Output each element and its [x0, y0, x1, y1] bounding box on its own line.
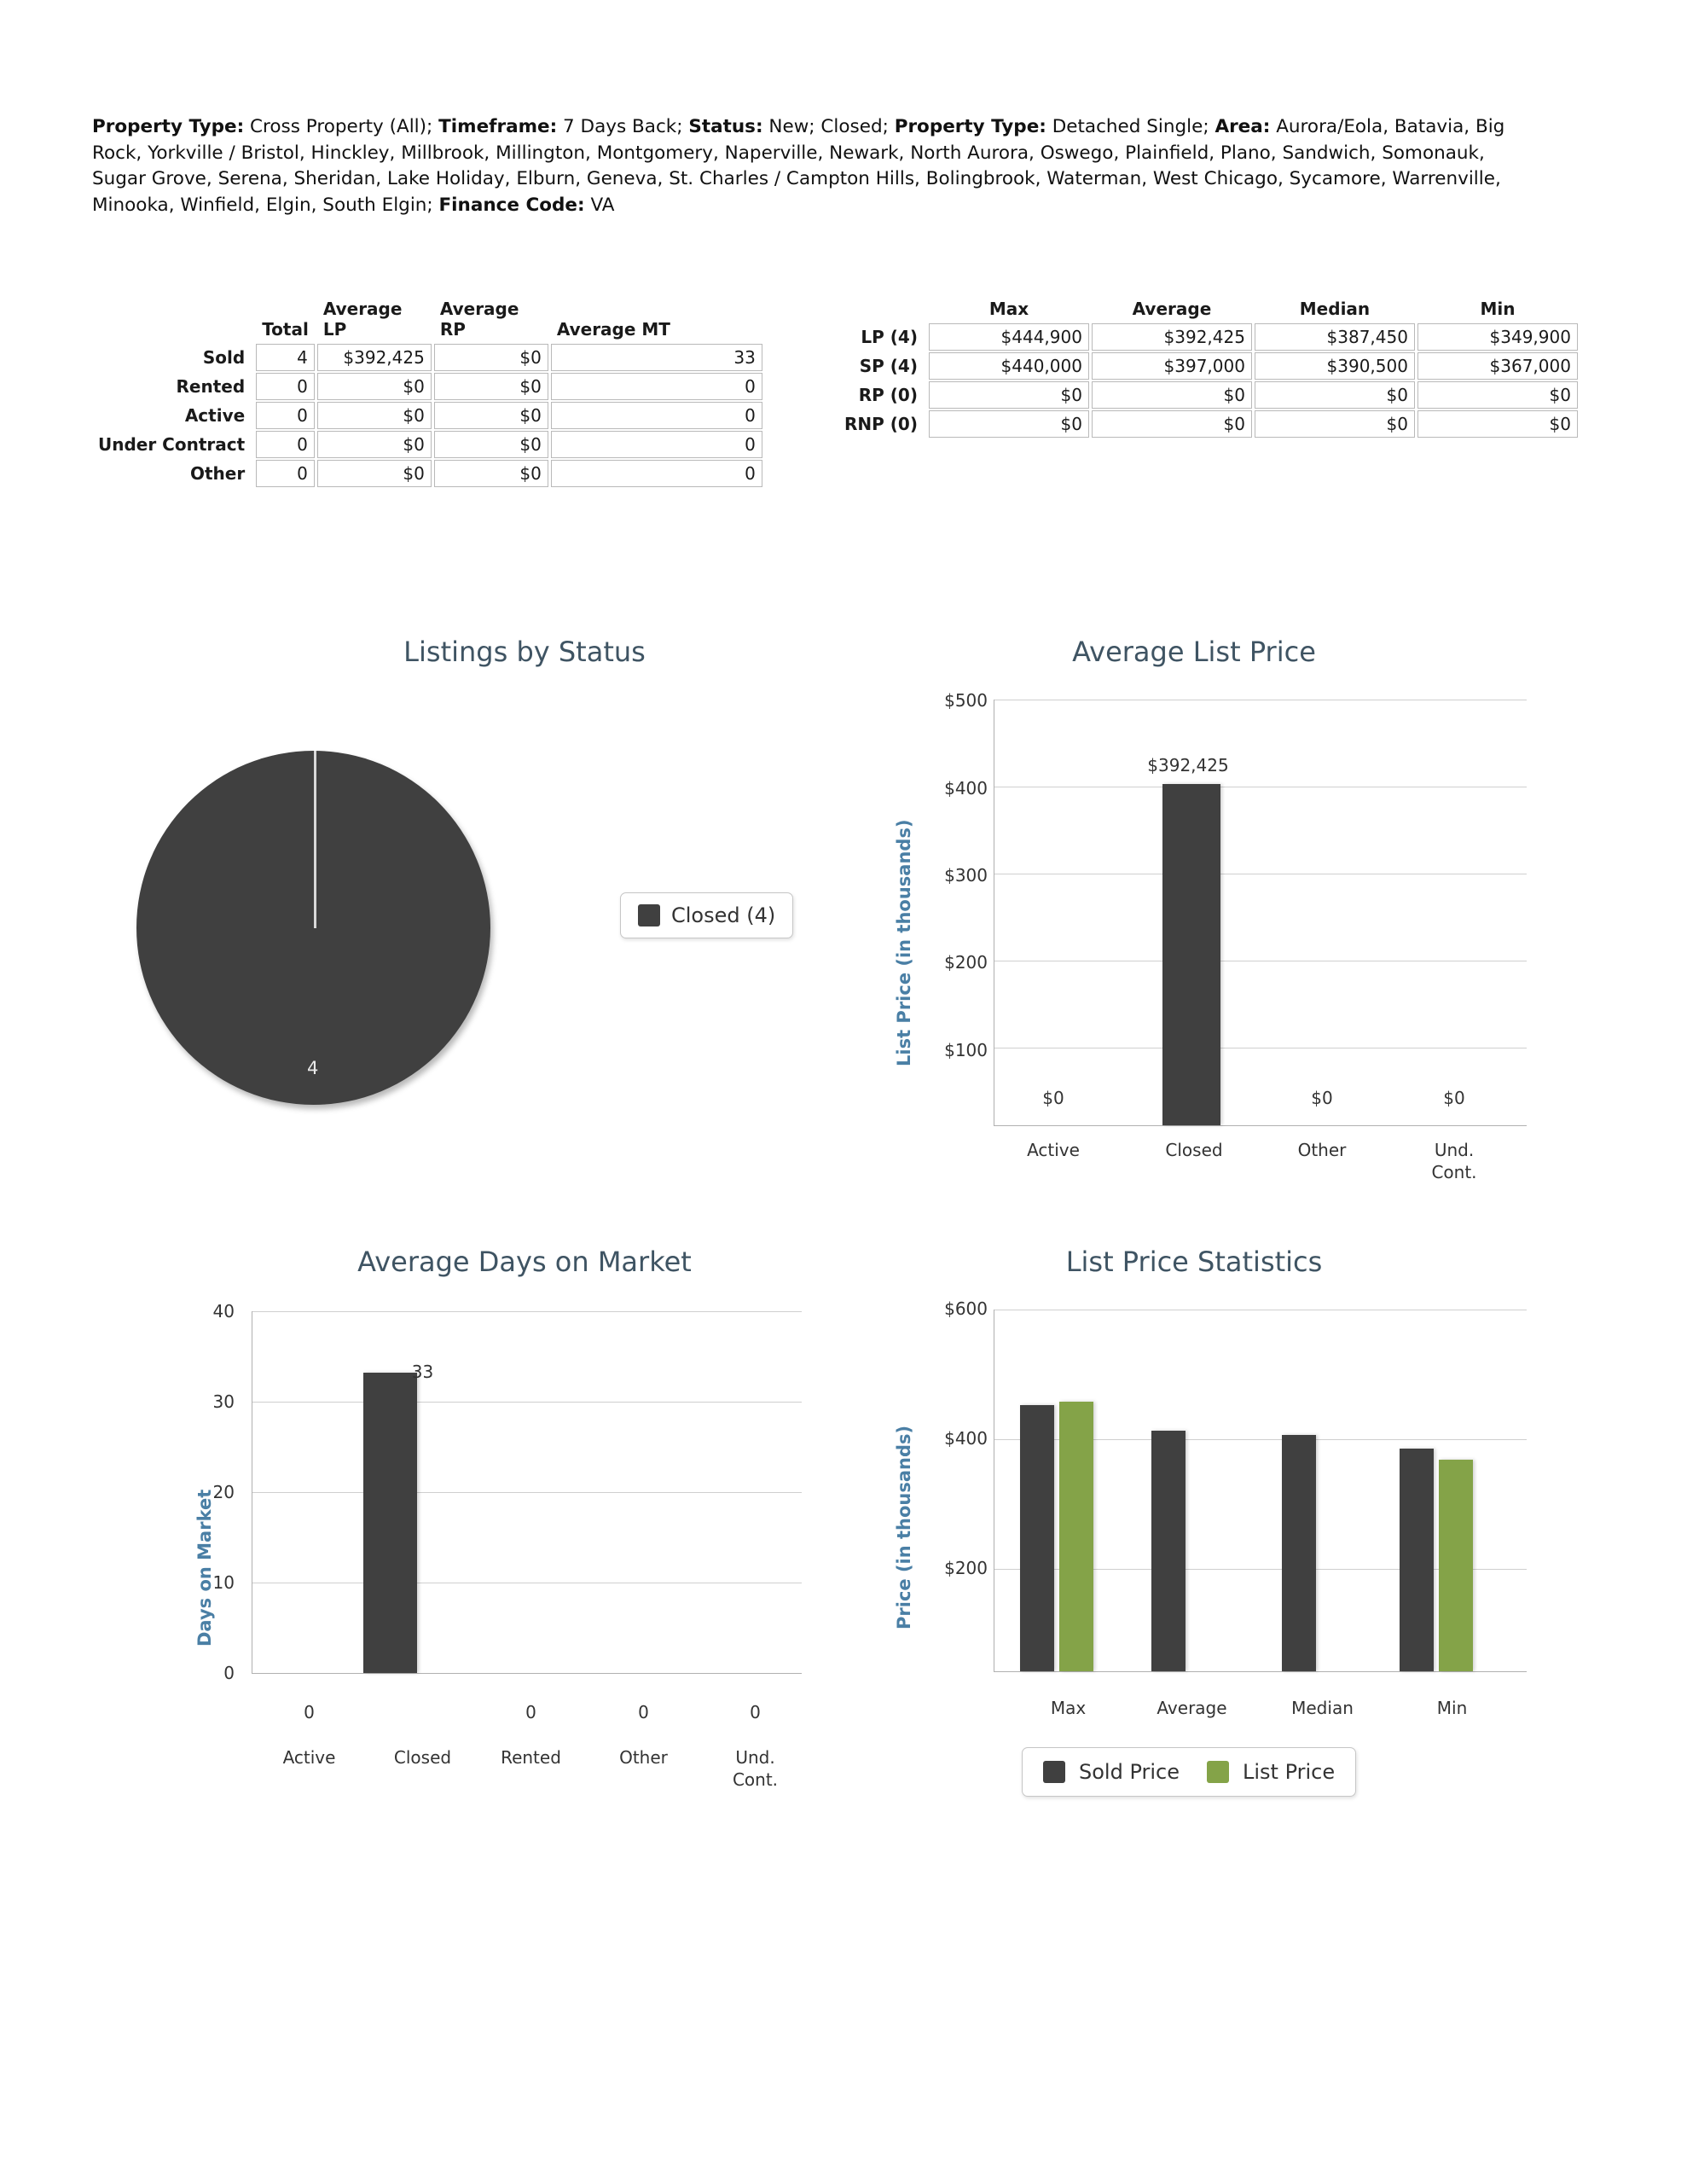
ytick-lps-200: $200 — [944, 1558, 988, 1578]
criteria-val-property-type: Cross Property (All); — [244, 116, 439, 137]
cell-active-avg-rp: $0 — [434, 402, 548, 429]
table-corner — [838, 296, 926, 322]
criteria-key-property-type: Property Type: — [92, 116, 245, 137]
cell-active-total: 0 — [256, 402, 315, 429]
cell-under-contract-avg-rp: $0 — [434, 431, 548, 458]
row-label-rp: RP (0) — [858, 385, 918, 405]
cell-rp-min: $0 — [1417, 381, 1578, 409]
col-median: Median — [1299, 299, 1371, 319]
ytick-300: $300 — [944, 865, 988, 886]
xtick-other-dom: Other — [619, 1747, 668, 1768]
legend-label-sold-price: Sold Price — [1079, 1760, 1180, 1784]
criteria-key-timeframe: Timeframe: — [438, 116, 558, 137]
cell-rnp-min: $0 — [1417, 410, 1578, 438]
cell-rented-avg-mt: 0 — [551, 373, 762, 400]
cell-sp-median: $390,500 — [1255, 352, 1415, 380]
col-min: Min — [1480, 299, 1516, 319]
bar-value-closed-dom: 33 — [411, 1362, 434, 1382]
bar-value-active-alp: $0 — [1042, 1088, 1064, 1108]
ytick-lps-600: $600 — [944, 1298, 988, 1319]
bar-value-und-cont-dom: 0 — [750, 1702, 761, 1722]
cell-rnp-median: $0 — [1255, 410, 1415, 438]
bar-median-sold-price — [1282, 1435, 1316, 1671]
table-row — [92, 344, 762, 371]
axis-label-list-price: List Price (in thousands) — [894, 819, 914, 1066]
chart-title-average-days-on-market: Average Days on Market — [357, 1246, 692, 1278]
axis-label-price: Price (in thousands) — [894, 1425, 914, 1629]
xtick-median-lps: Median — [1291, 1698, 1354, 1718]
table-row — [92, 373, 762, 400]
bar-value-other-alp: $0 — [1311, 1088, 1333, 1108]
pie-slice-label-closed: 4 — [307, 1058, 319, 1078]
col-average-rp: Average RP — [439, 299, 519, 340]
bar-min-list-price — [1439, 1460, 1473, 1671]
col-average-mt: Average MT — [556, 319, 670, 340]
criteria-val-status: New; Closed; — [762, 116, 895, 137]
legend-list-price-statistics — [1022, 1747, 1356, 1797]
criteria-key-property-type-2: Property Type: — [894, 116, 1046, 137]
chart-title-listings-by-status: Listings by Status — [403, 636, 646, 668]
cell-active-avg-lp: $0 — [317, 402, 432, 429]
ytick-lps-400: $400 — [944, 1428, 988, 1449]
chart-title-list-price-statistics: List Price Statistics — [1065, 1246, 1323, 1278]
ytick-100: $100 — [944, 1040, 988, 1060]
table-row — [92, 402, 762, 429]
status-summary-table — [90, 294, 765, 489]
cell-sp-min: $367,000 — [1417, 352, 1578, 380]
bar-closed-days-on-market — [363, 1373, 417, 1673]
bar-value-other-dom: 0 — [638, 1702, 649, 1722]
col-max: Max — [988, 299, 1029, 319]
cell-rented-avg-rp: $0 — [434, 373, 548, 400]
pie-slice-divider — [314, 751, 316, 928]
ytick-dom-30: 30 — [212, 1391, 235, 1412]
criteria-val-property-type-2: Detached Single; — [1046, 116, 1215, 137]
cell-rp-max: $0 — [929, 381, 1089, 409]
bar-max-sold-price — [1020, 1405, 1054, 1671]
cell-under-contract-total: 0 — [256, 431, 315, 458]
row-label-active: Active — [184, 405, 246, 426]
row-label-lp: LP (4) — [861, 327, 918, 347]
criteria-val-area: Aurora/Eola, Batavia, Big Rock, Yorkville / Bristol, Hinckley, Millbrook, Millington, Montgomery, Naperville, Newark, North Aurora, Oswego, Plainfield, Plano, Sandwich, Somonauk, Sugar Grove, Serena, Sheridan, Lake Holiday, Elburn, Geneva, St. Charles / Campton Hills, Bolingbrook, Waterman, West Chicago, Sycamore, Warrenville, Minooka, Winfield, Elgin, South Elgin; — [92, 116, 1505, 216]
row-label-other: Other — [189, 463, 246, 484]
xtick-active-alp: Active — [1027, 1140, 1080, 1160]
cell-sold-avg-lp: $392,425 — [317, 344, 432, 371]
xtick-active-dom: Active — [282, 1747, 336, 1768]
table-row — [838, 410, 1578, 438]
cell-under-contract-avg-lp: $0 — [317, 431, 432, 458]
plot-area-list-price-statistics — [994, 1310, 1527, 1672]
cell-rp-average: $0 — [1092, 381, 1252, 409]
cell-rented-avg-lp: $0 — [317, 373, 432, 400]
bar-value-closed-alp: $392,425 — [1147, 755, 1229, 775]
cell-sp-average: $397,000 — [1092, 352, 1252, 380]
table-row — [838, 323, 1578, 351]
bar-closed-average-list-price — [1162, 784, 1220, 1125]
xtick-average-lps: Average — [1157, 1698, 1227, 1718]
bar-value-active-dom: 0 — [304, 1702, 315, 1722]
gridline — [252, 1402, 802, 1403]
criteria-key-area: Area: — [1215, 116, 1271, 137]
ytick-400: $400 — [944, 778, 988, 799]
plot-area-average-days-on-market — [252, 1311, 802, 1674]
table-corner — [92, 296, 253, 342]
bar-average-sold-price — [1151, 1431, 1186, 1671]
gridline — [252, 1311, 802, 1312]
xtick-closed-alp: Closed — [1165, 1140, 1223, 1160]
table-row — [838, 381, 1578, 409]
table-row — [92, 431, 762, 458]
cell-under-contract-avg-mt: 0 — [551, 431, 762, 458]
legend-swatch-sold-price — [1043, 1761, 1065, 1783]
xtick-max-lps: Max — [1050, 1698, 1087, 1718]
report-criteria — [92, 114, 1542, 218]
gridline — [252, 1492, 802, 1493]
row-label-rented: Rented — [176, 376, 246, 397]
bar-value-rented-dom: 0 — [525, 1702, 536, 1722]
bar-min-sold-price — [1400, 1449, 1434, 1671]
cell-rented-total: 0 — [256, 373, 315, 400]
cell-other-total: 0 — [256, 460, 315, 487]
ytick-500: $500 — [944, 690, 988, 711]
cell-lp-max: $444,900 — [929, 323, 1089, 351]
cell-other-avg-rp: $0 — [434, 460, 548, 487]
table-row — [92, 460, 762, 487]
xtick-other-alp: Other — [1297, 1140, 1347, 1160]
cell-rp-median: $0 — [1255, 381, 1415, 409]
ytick-dom-10: 10 — [212, 1572, 235, 1593]
cell-sold-avg-mt: 33 — [551, 344, 762, 371]
criteria-key-finance-code: Finance Code: — [438, 194, 585, 216]
xtick-min-lps: Min — [1436, 1698, 1468, 1718]
ytick-200: $200 — [944, 952, 988, 973]
axis-label-days-on-market: Days on Market — [194, 1489, 215, 1647]
price-statistics-table — [836, 294, 1580, 439]
legend-label-closed: Closed (4) — [671, 903, 776, 927]
bar-max-list-price — [1059, 1402, 1093, 1671]
bar-value-und-cont-alp: $0 — [1443, 1088, 1465, 1108]
row-label-under-contract: Under Contract — [98, 434, 246, 455]
col-average-lp: Average LP — [322, 299, 403, 340]
ytick-dom-20: 20 — [212, 1482, 235, 1502]
cell-active-avg-mt: 0 — [551, 402, 762, 429]
pie-chart-listings-by-status — [136, 751, 490, 1105]
xtick-und-cont-dom: Und. Cont. — [732, 1747, 779, 1790]
cell-sp-max: $440,000 — [929, 352, 1089, 380]
cell-lp-average: $392,425 — [1092, 323, 1252, 351]
criteria-val-timeframe: 7 Days Back; — [557, 116, 689, 137]
legend-label-list-price: List Price — [1243, 1760, 1336, 1784]
cell-lp-median: $387,450 — [1255, 323, 1415, 351]
table-row — [838, 352, 1578, 380]
criteria-val-finance-code: VA — [584, 194, 615, 216]
xtick-und-cont-alp: Und. Cont. — [1431, 1140, 1477, 1182]
col-average: Average — [1132, 299, 1212, 319]
legend-swatch-list-price — [1207, 1761, 1229, 1783]
row-label-sold: Sold — [202, 347, 246, 368]
cell-other-avg-lp: $0 — [317, 460, 432, 487]
cell-sold-total: 4 — [256, 344, 315, 371]
chart-title-average-list-price: Average List Price — [1072, 636, 1316, 668]
cell-rnp-max: $0 — [929, 410, 1089, 438]
legend-swatch-closed — [638, 904, 660, 926]
legend-listings-by-status — [620, 892, 793, 938]
col-total: Total — [262, 319, 309, 340]
criteria-key-status: Status: — [688, 116, 763, 137]
row-label-sp: SP (4) — [859, 356, 918, 376]
ytick-dom-0: 0 — [223, 1663, 235, 1683]
ytick-dom-40: 40 — [212, 1301, 235, 1321]
row-label-rnp: RNP (0) — [844, 414, 918, 434]
xtick-rented-dom: Rented — [501, 1747, 561, 1768]
cell-rnp-average: $0 — [1092, 410, 1252, 438]
cell-lp-min: $349,900 — [1417, 323, 1578, 351]
cell-sold-avg-rp: $0 — [434, 344, 548, 371]
cell-other-avg-mt: 0 — [551, 460, 762, 487]
xtick-closed-dom: Closed — [393, 1747, 452, 1768]
